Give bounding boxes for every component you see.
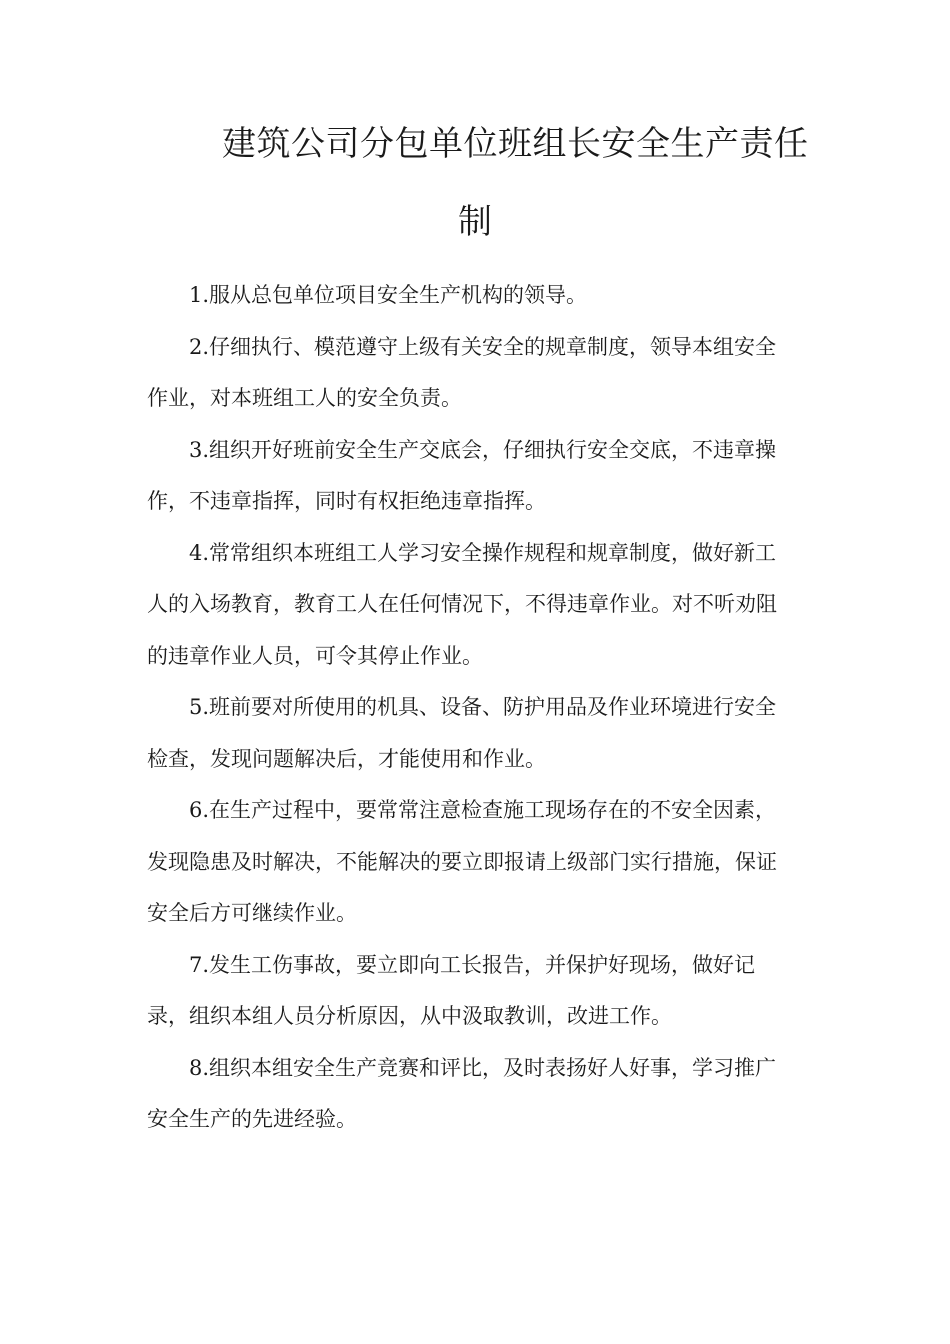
paragraph-5: 5.班前要对所使用的机具、设备、防护用品及作业环境进行安全检查，发现问题解决后，才能使用和作业。 xyxy=(147,695,777,771)
document-title-continuation: 制 xyxy=(458,202,492,242)
paragraph-2: 2.仔细执行、模范遵守上级有关安全的规章制度，领导本组安全作业，对本班组工人的安全负责。 xyxy=(147,334,777,410)
paragraph-4: 4.常常组织本班组工人学习安全操作规程和规章制度，做好新工人的入场教育，教育工人在任何情况下，不得违章作业。对不听劝阻的违章作业人员，可令其停止作业。 xyxy=(147,540,777,668)
paragraph-8: 8.组织本组安全生产竞赛和评比，及时表扬好人好事，学习推广安全生产的先进经验。 xyxy=(147,1055,777,1131)
paragraph-6: 6.在生产过程中，要常常注意检查施工现场存在的不安全因素，发现隐患及时解决，不能解决的要立即报请上级部门实行措施，保证安全后方可继续作业。 xyxy=(147,798,777,925)
paragraph-7: 7.发生工伤事故，要立即向工长报告，并保护好现场，做好记录，组织本组人员分析原因，从中汲取教训，改进工作。 xyxy=(147,952,756,1028)
document-title: 建筑公司分包单位班组长安全生产责任 xyxy=(222,124,809,164)
paragraph-1: 1.服从总包单位项目安全生产机构的领导。 xyxy=(189,283,588,307)
paragraph-3: 3.组织开好班前安全生产交底会，仔细执行安全交底，不违章操作，不违章指挥，同时有权拒绝违章指挥。 xyxy=(147,437,777,513)
document-body xyxy=(147,270,797,1146)
